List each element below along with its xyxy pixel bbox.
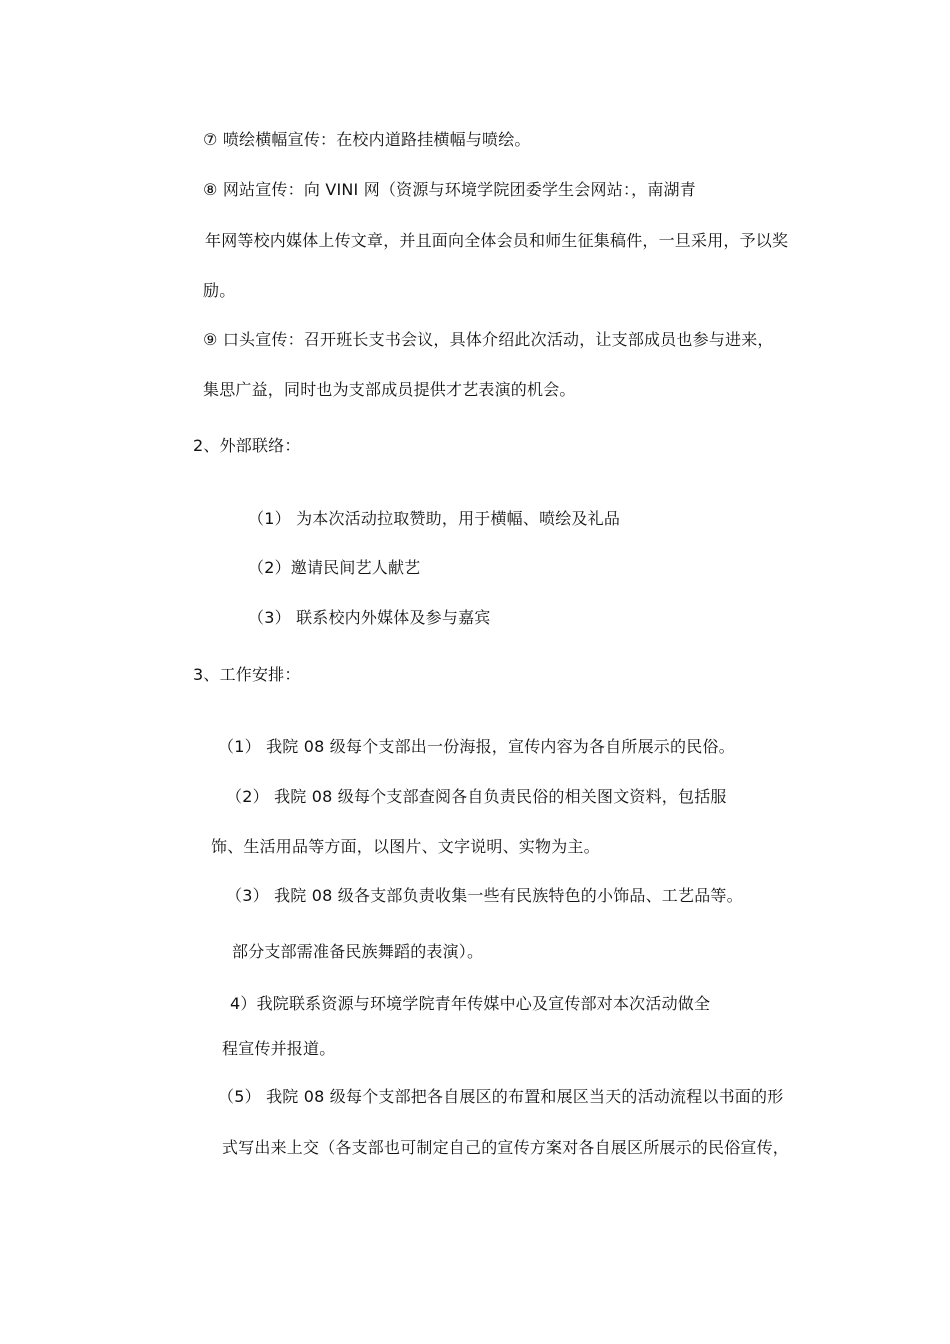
- item-9-continuation: 集思广益，同时也为支部成员提供才艺表演的机会。: [203, 380, 576, 399]
- item-7-banner-publicity: ⑦ 喷绘横幅宣传：在校内道路挂横幅与喷绘。: [203, 130, 531, 149]
- section-3-heading: 3、工作安排：: [193, 665, 301, 684]
- section-2-heading: 2、外部联络：: [193, 436, 301, 455]
- item-8-continuation-1: 年网等校内媒体上传文章，并且面向全体会员和师生征集稿件，一旦采用，予以奖: [205, 231, 789, 250]
- section-3-item-2-continuation: 饰、生活用品等方面，以图片、文字说明、实物为主。: [211, 837, 600, 856]
- section-3-item-1: （1） 我院 08 级每个支部出一份海报，宣传内容为各自所展示的民俗。: [218, 737, 735, 756]
- section-3-item-5: （5） 我院 08 级每个支部把各自展区的布置和展区当天的活动流程以书面的形: [218, 1087, 784, 1106]
- item-9-oral-publicity: ⑨ 口头宣传：召开班长支书会议，具体介绍此次活动，让支部成员也参与进来，: [203, 330, 774, 349]
- section-3-item-3-continuation: 部分支部需准备民族舞蹈的表演）。: [232, 942, 484, 961]
- item-8-continuation-2: 励。: [203, 281, 236, 300]
- section-2-item-2: （2）邀请民间艺人献艺: [248, 558, 421, 577]
- section-2-item-1: （1） 为本次活动拉取赞助，用于横幅、喷绘及礼品: [248, 509, 621, 528]
- section-3-item-2: （2） 我院 08 级每个支部查阅各自负责民俗的相关图文资料，包括服: [226, 787, 727, 806]
- section-3-item-4-continuation: 程宣传并报道。: [222, 1039, 336, 1058]
- section-3-item-3: （3） 我院 08 级各支部负责收集一些有民族特色的小饰品、工艺品等。: [226, 886, 743, 905]
- item-8-website-publicity: ⑧ 网站宣传：向 VINI 网（资源与环境学院团委学生会网站：，南湖青: [203, 180, 696, 199]
- section-2-item-3: （3） 联系校内外媒体及参与嘉宾: [248, 608, 491, 627]
- section-3-item-5-continuation: 式写出来上交（各支部也可制定自己的宣传方案对各自展区所展示的民俗宣传，: [222, 1138, 790, 1157]
- section-3-item-4: 4）我院联系资源与环境学院青年传媒中心及宣传部对本次活动做全: [230, 994, 711, 1013]
